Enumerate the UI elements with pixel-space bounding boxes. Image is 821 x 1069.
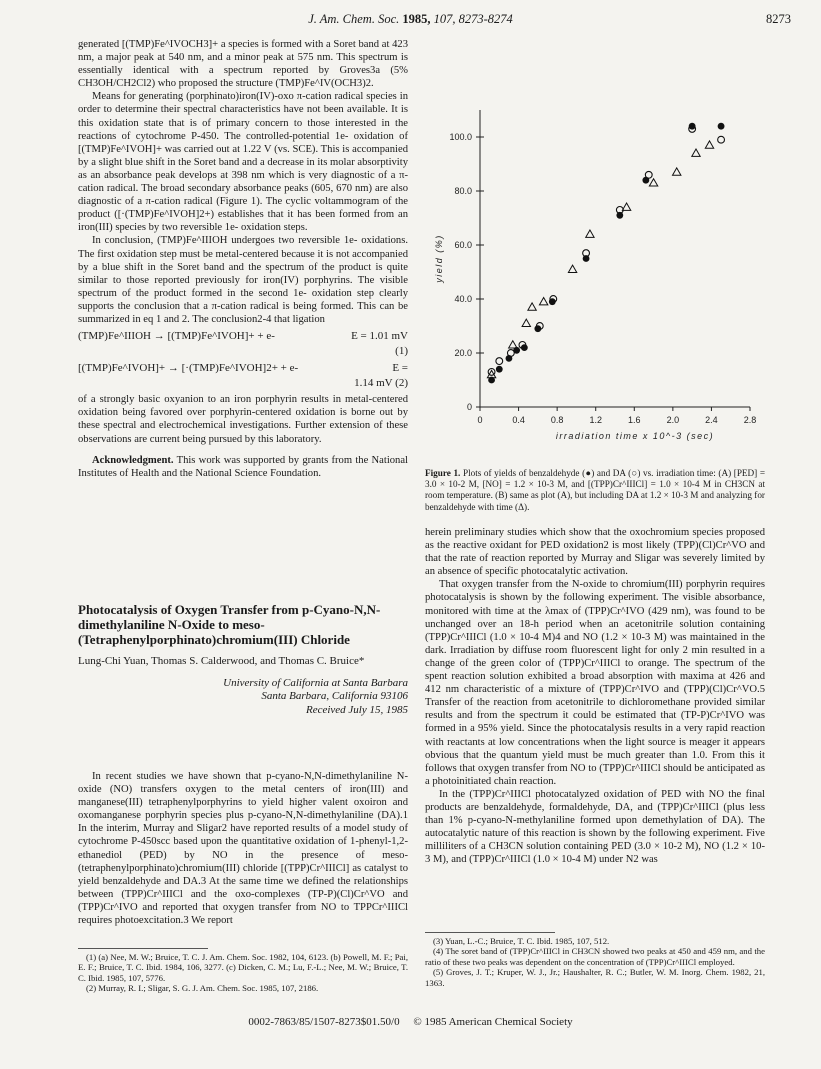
triangle-point: [509, 341, 517, 348]
x-tick-label: 2.0: [666, 415, 680, 425]
left-column: [78, 38, 408, 480]
benzaldehyde-point: [496, 366, 503, 373]
triangle-point: [705, 141, 713, 148]
x-tick-label: 1.6: [628, 415, 641, 425]
triangle-point: [673, 168, 681, 175]
benzaldehyde-point: [718, 123, 725, 130]
footnotes-left: (1) (a) Nee, M. W.; Bruice, T. C. J. Am. Chem. Soc. 1982, 104, 6123. (b) Powell, M. F.; Pai, E. F.; Bruice, T. C. Ibid. 1984, 106, 3277. (c) Dicken, C. M.; Lu, F.-L.; Nee, M. W.; Bruice, T. C. Ibid. 1985, 107, 5776. (2) Murray, R. I.; Sligar, S. G. J. Am. Chem. Soc. 1985, 107, 2186.: [78, 952, 408, 994]
right-column: [425, 526, 765, 866]
footnotes-right: (3) Yuan, L.-C.; Bruice, T. C. Ibid. 1985, 107, 512. (4) The soret band of (TPP)Cr^IIICl in CH3CN showed two peaks at 450 and 459 nm, and the ratio of these two peaks was dependent on the concentration of (TPP)Cr^IIICl employed. (5) Groves, J. T.; Kruper, W. J., Jr.; Haushalter, R. C.; Butler, W. M. Inorg. Chem. 1982, 21, 1363.: [425, 936, 765, 988]
equation-1: (TMP)Fe^IIIOH → [(TMP)Fe^IVOH]+ + e- E = 1.01 mV: [78, 330, 408, 343]
article-title: Photocatalysis of Oxygen Transfer from p-Cyano-N,N-dimethylaniline N-Oxide to meso-(Tetraphenylporphinato)chromium(III) Chloride: [78, 602, 381, 647]
paragraph: herein preliminary studies which show that the oxochromium species proposed as the reactive oxidant for PED oxidation2 is most likely (TPP)(Cl)Cr^VO and that the rate of reaction reported by Murray and Sligar was severely limited by an absence of specific photocatalytic activation.: [425, 527, 765, 578]
figure-1-chart: [420, 95, 770, 470]
paragraph: generated [(TMP)Fe^IVOCH3]+ a species is formed with a Soret band at 423 nm, a major peak at 540 nm, and a minor peak at 575 nm. This spectrum is essentially identical with a spectrum reported by Groves3a (5% CH3OH/CH2Cl2) who proposed the structure (TMP)Fe^IV(OCH3)2.: [78, 39, 408, 90]
acknowledgment: Acknowledgment. This work was supported by grants from the National Institutes of Health and the National Science Foundation.: [78, 454, 408, 479]
x-axis-label: irradiation time x 10^-3 (sec): [555, 431, 715, 441]
da-point: [718, 136, 725, 143]
x-tick-label: 2.4: [705, 415, 718, 425]
x-tick-label: 0.4: [512, 415, 525, 425]
footnote-rule: [425, 932, 555, 933]
footnote-rule: [78, 948, 208, 949]
paragraph: In the (TPP)Cr^IIICl photocatalyzed oxidation of PED with NO the final products are benzaldehyde, formaldehyde, DA, and (TPP)Cr^IIICl (plus less than 1% p-cyano-N-methylaniline formed upon demethylation of DA). The autocatalytic nature of this reaction is shown by the following experiment. Five milliliters of a CH3CN solution containing PED (3.0 × 10-2 M), NO (1.2 × 10-3 M), and (TPP)Cr^IIICl (1.0 × 10-4 M) under N2 was: [425, 788, 765, 866]
journal-citation: J. Am. Chem. Soc. 1985, 107, 8273-8274: [308, 12, 513, 26]
scatter-plot: [420, 95, 770, 470]
page-footer: [0, 1016, 821, 1028]
equation-2: [(TMP)Fe^IVOH]+ → [·(TMP)Fe^IVOH]2+ + e- E =: [78, 362, 408, 375]
y-axis-label: yield (%): [434, 234, 444, 283]
triangle-point: [692, 149, 700, 156]
authors: Lung-Chi Yuan, Thomas S. Calderwood, and Thomas C. Bruice*: [78, 655, 365, 667]
da-point: [507, 350, 514, 357]
left-column-lower: [78, 770, 408, 927]
x-tick-label: 0.8: [550, 415, 564, 425]
x-tick-label: 2.8: [743, 415, 757, 425]
x-tick-label: 1.2: [589, 415, 602, 425]
article-code: 0002-7863/85/1507-8273$01.50/0: [248, 1016, 400, 1028]
da-point: [645, 171, 652, 178]
da-point: [496, 358, 503, 365]
y-tick-label: 60.0: [454, 240, 472, 250]
paragraph: In conclusion, (TMP)Fe^IIIOH undergoes two reversible 1e- oxidations. The first oxidation step must be metal-centered because it is not accompanied by a blue shift in the Soret band and the spectrum of the product is quite similar to those reported previously for iron(IV) porphyrins. The visible spectrum of the product formed in the second 1e- oxidation step clearly supports the conclusion that a π-cation radical is being formed. This can be summarized in eq 1 and 2. The conclusion2-4 that ligation: [78, 235, 408, 325]
article-header: [78, 602, 408, 717]
equation-1-number: (1): [395, 345, 408, 358]
triangle-point: [649, 179, 657, 186]
figure-caption: Figure 1. Plots of yields of benzaldehyde (●) and DA (○) vs. irradiation time: (A) [PED] = 3.0 × 10-2 M, [NO] = 1.2 × 10-3 M, and [(TPP)Cr^IIICl] = 1.0 × 10-4 M in CH3CN at room temperature. (B) same as plot (A), but including DA at 1.2 × 10-3 M and analyzing for benzaldehyde with time (Δ).: [425, 468, 766, 512]
paragraph: In recent studies we have shown that p-cyano-N,N-dimethylaniline N-oxide (NO) transfers oxygen to the metal centers of iron(III) and manganese(III) tetraphenylporphyrins to yield higher valent oxoiron and oxomanganese porphyrin species plus p-cyano-N,N-dimethylaniline (DA).1 In the interim, Murray and Sligar2 have reported results of a model study of cytochrome P-450scc based upon the quantitative oxidation of 1-phenyl-1,2-ethanediol (PED) by NO in the presence of meso-(tetraphenylporphinato)chromium(III) chloride [(TPP)Cr^IIICl] as catalyst to yield benzaldehyde and DA.3 At the same time we defined the relationships between (TPP)Cr^IIICl and the oxo-complexes (TP-P)(Cl)Cr^VO and (TPP)Cr^IVO and reported that oxygen transfer from NO to TPPCr^IIICl requires photoexcitation.3 We report: [78, 771, 408, 927]
paragraph: Means for generating (porphinato)iron(IV)-oxo π-cation radical species in order to determine their spectral characteristics have not been available. It is this oxidation state that is of primary concern to those interested in the reactions of cytochrome P-450. The controlled-potential 1e- oxidation of [(TMP)Fe^IVOH]+ was carried out at 1.22 V (vs. SCE). This is accompanied by a slight blue shift in the Soret band and a decrease in its molar absorptivity as an absorbance peak develops at 398 nm which is very diagnostic of a π-cation radical. The broad secondary absorbance peaks (605, 670 nm) are also diagnostic of a π-cation radical (Figure 1). The cyclic voltammogram of the product ([·(TMP)Fe^IVOH]2+) establishes that it has been formed from an iron(III) species by two reversible 1e- oxidation steps.: [78, 91, 408, 234]
page-number: 8273: [766, 12, 791, 26]
running-header: [0, 12, 821, 30]
triangle-point: [522, 319, 530, 326]
y-tick-label: 20.0: [454, 348, 472, 358]
paragraph: of a strongly basic oxyanion to an iron porphyrin results in metal-centered oxidation being favored over porphyrin-centered oxidation is borne out by these spectral and electrochemical investigations. Further extension of these observations are current being pursued by this laboratory.: [78, 394, 408, 445]
triangle-point: [539, 298, 547, 305]
triangle-point: [528, 303, 536, 310]
copyright: © 1985 American Chemical Society: [413, 1016, 573, 1028]
y-tick-label: 80.0: [454, 186, 472, 196]
y-tick-label: 40.0: [454, 294, 472, 304]
y-tick-label: 100.0: [449, 132, 472, 142]
triangle-point: [568, 265, 576, 272]
x-tick-label: 0: [477, 415, 483, 425]
y-tick-label: 0: [466, 402, 472, 412]
equation-2-value: 1.14 mV (2): [354, 377, 408, 390]
paragraph: That oxygen transfer from the N-oxide to chromium(III) porphyrin requires photocatalysis is shown by the following experiment. The visible absorbance, monitored with time at the λmax of (TPP)Cr^IVO (429 nm), was found to be unchanged over an 18-h period when an acetonitrile solution containing (TPP)Cr^IIICl (1.0 × 10-4 M)4 and NO (1.2 × 10-3 M) was maintained in the dark. Irradiation by diffuse room fluorescent light for only 2 min resulted in a change of the green color of (TPP)Cr^IIICl to orange. The spectrum of the spent reaction solution exhibited a broad absorption with maxima at 426 and 412 nm characteristic of a mixture of (TPP)Cr^IVO and (TPP)(Cl)Cr^VO.5 Transfer of the reaction from acetonitrile to dichloromethane provided similar results and from the spectrum it could be estimated that (TP-P)Cr^IVO was formed in a 95% yield. Since the photocatalysis results in a very rapid reaction with reactants at low concentrations when the light source is meager it appears obvious that the quantum yield must be much greater than 1.0. From this it follows that oxygen transfer from NO to (TPP)Cr^IIICl should be anticipated as a photoinitiated chain reaction.: [425, 579, 765, 787]
affiliation: University of California at Santa Barbara Santa Barbara, California 93106 Received July 15, 1985: [223, 676, 408, 716]
triangle-point: [586, 230, 594, 237]
